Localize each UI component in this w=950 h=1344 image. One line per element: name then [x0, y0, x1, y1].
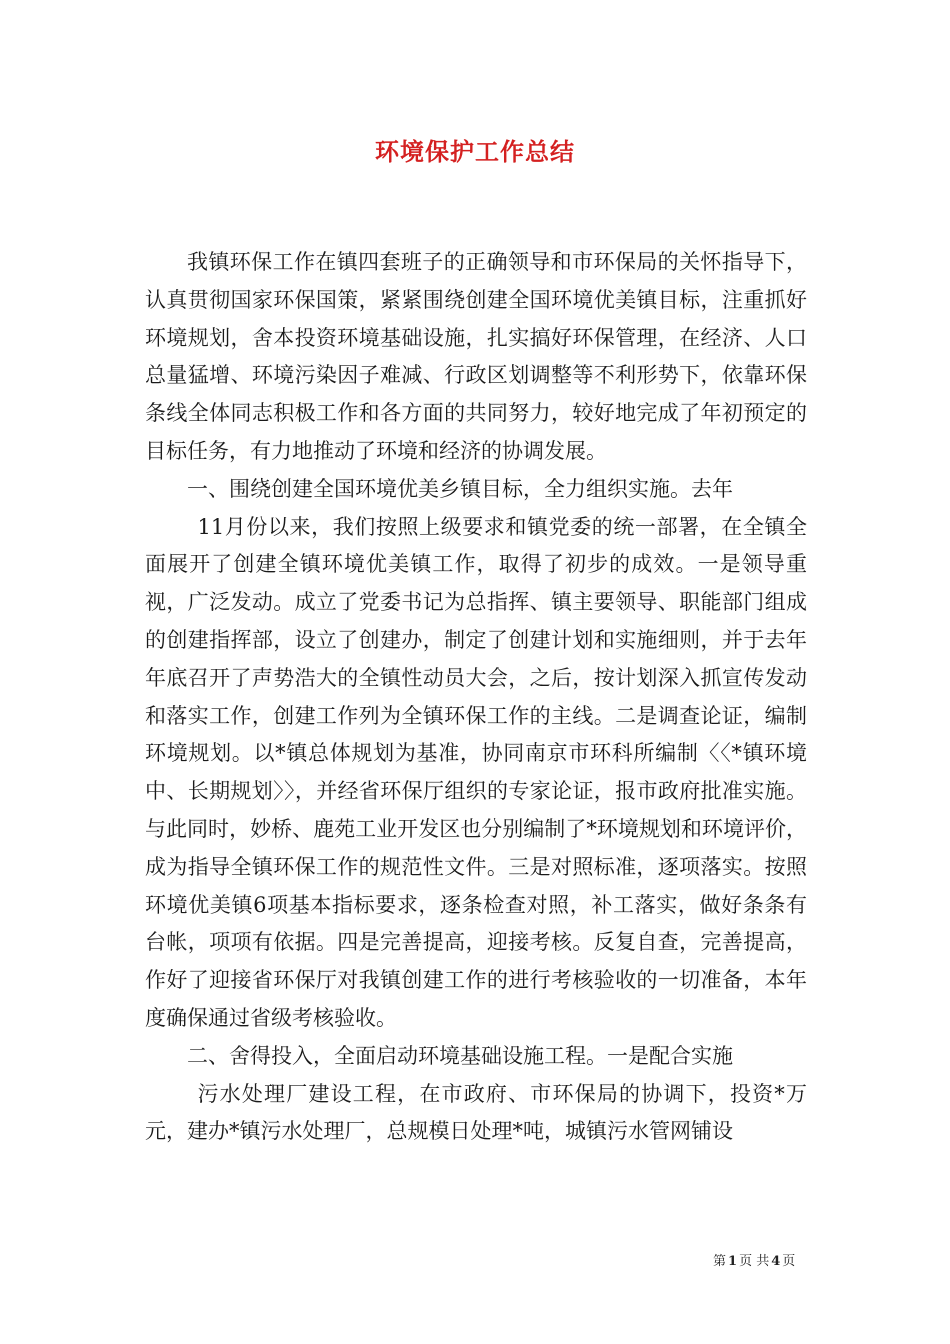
- page-total: 4: [771, 1254, 781, 1269]
- page-prefix: 第: [713, 1254, 727, 1269]
- document-body: [145, 244, 807, 1151]
- paragraph-section-1-body: 11月份以来，我们按照上级要求和镇党委的统一部署，在全镇全面展开了创建全镇环境优美镇工作，取得了初步的成效。一是领导重视，广泛发动。成立了党委书记为总指挥、镇主要领导、职能部门组成的创建指挥部，设立了创建办，制定了创建计划和实施细则，并于去年年底召开了声势浩大的全镇性动员大会，之后，按计划深入抓宣传发动和落实工作，创建工作列为全镇环保工作的主线。二是调查论证，编制环境规划。以*镇总体规划为基准，协同南京市环科所编制〈〈*镇环境中、长期规划〉〉，并经省环保厅组织的专家论证，报市政府批准实施。与此同时，妙桥、鹿苑工业开发区也分别编制了*环境规划和环境评价，成为指导全镇环保工作的规范性文件。三是对照标准，逐项落实。按照环境优美镇6项基本指标要求，逐条检查对照，补工落实，做好条条有台帐，项项有依据。四是完善提高，迎接考核。反复自查，完善提高，作好了迎接省环保厅对我镇创建工作的进行考核验收的一切准备，本年度确保通过省级考核验收。: [145, 514, 807, 1030]
- page-middle: 页 共: [739, 1254, 770, 1269]
- page-current: 1: [728, 1254, 738, 1269]
- paragraph-intro: 我镇环保工作在镇四套班子的正确领导和市环保局的关怀指导下，认真贯彻国家环保国策，紧紧围绕创建全国环境优美镇目标，注重抓好环境规划，舍本投资环境基础设施，扎实搞好环保管理，在经济、人口总量猛增、环境污染因子难减、行政区划调整等不利形势下，依靠环保条线全体同志积极工作和各方面的共同努力，较好地完成了年初预定的目标任务，有力地推动了环境和经济的协调发展。: [145, 250, 807, 463]
- page-number-footer: [713, 1250, 795, 1269]
- page-suffix: 页: [782, 1254, 796, 1269]
- document-title: 环境保护工作总结: [375, 137, 575, 166]
- paragraph-section-2-heading: 二、舍得投入，全面启动环境基础设施工程。一是配合实施: [187, 1043, 733, 1068]
- paragraph-section-1-heading: 一、围绕创建全国环境优美乡镇目标，全力组织实施。去年: [187, 476, 733, 501]
- paragraph-section-2-body: 污水处理厂建设工程，在市政府、市环保局的协调下，投资*万元，建办*镇污水处理厂，总规模日处理*吨，城镇污水管网铺设: [145, 1081, 807, 1144]
